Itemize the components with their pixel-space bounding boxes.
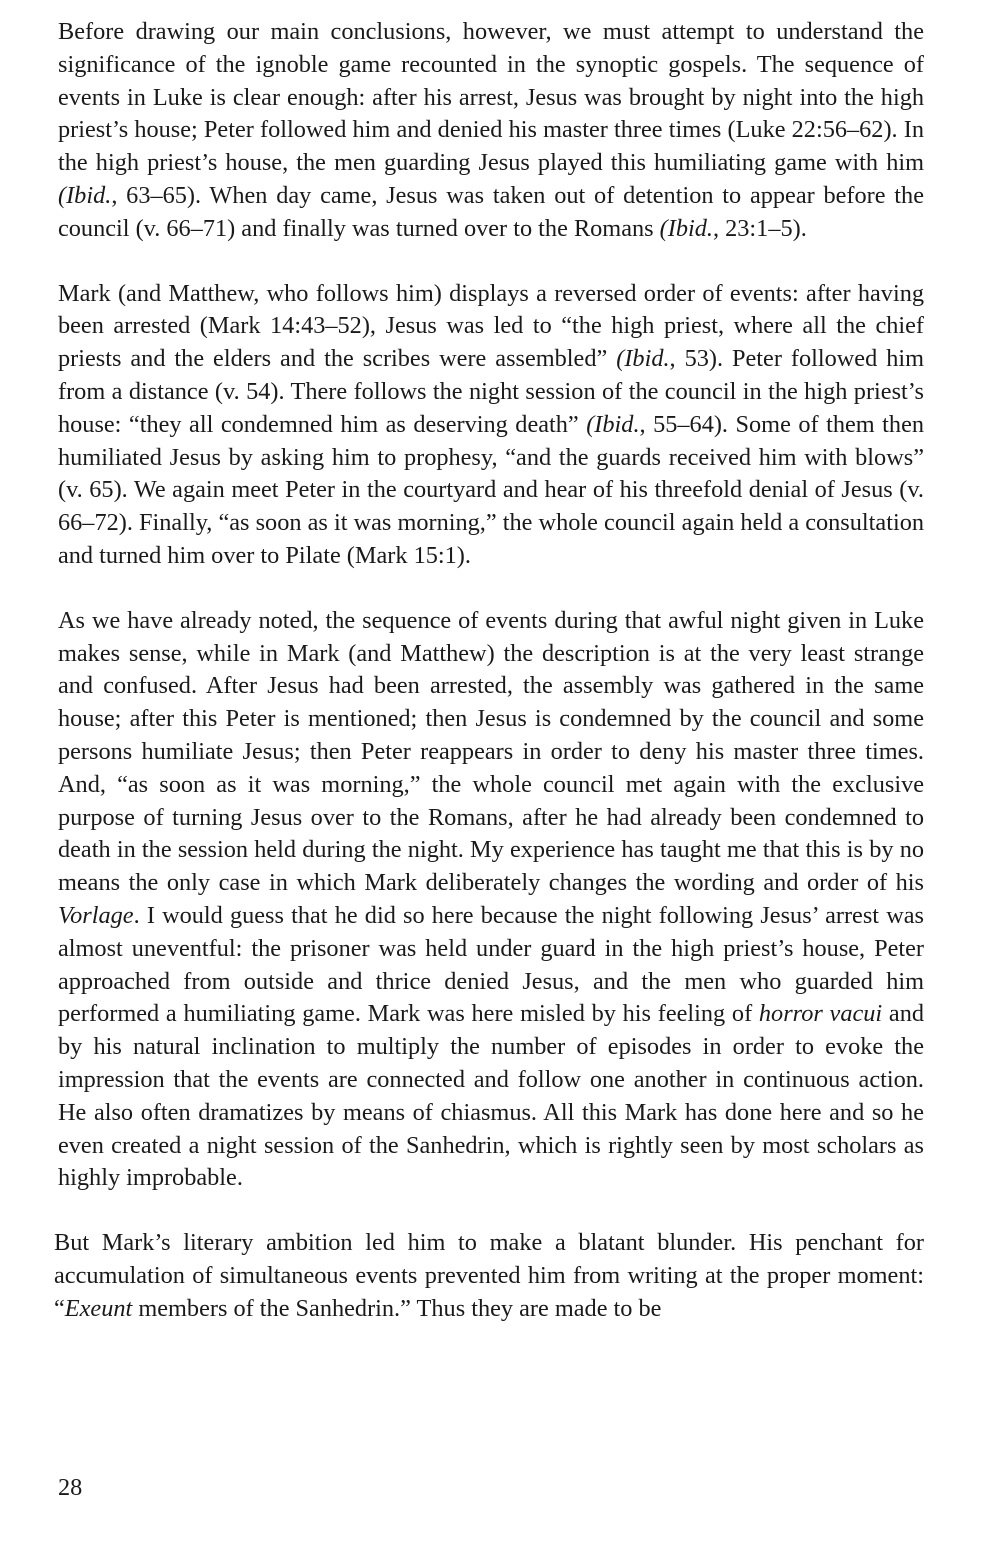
paragraph-4 [54,1227,924,1325]
paragraph-3-text: . I would guess that he did so here because the night following Jesus’ arrest was almost uneventful: the prisoner was held under guard in the high priest’s house, Peter approached from outside and thrice denied Jesus, and the men who guarded him performed a humiliating game. Mark was here misled by his feeling of [58,901,924,1028]
paragraph-4-exeunt: Exeunt [64,1294,133,1322]
paragraph-1-text: , 63–65). When day came, Jesus was taken out of detention to appear before the council (v. 66–71) and finally was turned over to the Romans [58,181,924,242]
paragraph-2-ibid-1: (Ibid. [616,345,670,373]
paragraph-3-text: As we have already noted, the sequence of events during that awful night given in Luke makes sense, while in Mark (and Matthew) the description is at the very least strange and confused. After Jesus had been arrested, the assembly was gathered in the same house; after this Peter is mentioned; then Jesus is condemned by the council and some persons humiliate Jesus; then Peter reappears in order to deny his master three times. And, “as soon as it was morning,” the whole council met again with the exclusive purpose of turning Jesus over to the Romans, after he had already been condemned to death in the session held during the night. My experience has taught me that this is by no means the only case in which Mark deliberately changes the wording and order of his [58,606,924,897]
paragraph-3-horror-vacui: horror vacui [758,1000,883,1028]
paragraph-1-text: , 23:1–5). [712,214,807,242]
page-number: 28 [58,1474,83,1501]
paragraph-2-ibid-2: (Ibid. [586,410,640,438]
paragraph-4-text: members of the Sanhedrin.” Thus they are made to be [132,1294,662,1322]
paragraph-1 [58,16,924,246]
paragraph-2-text: Mark (and Matthew, who follows him) displays a reversed order of events: after having been arrested (Mark 14:43–52), Jesus was led to “the high priest, where all the chief priests and the elders and the scribes were assembled” [58,279,924,373]
paragraph-1-ibid-1: (Ibid. [58,181,112,209]
paragraph-2-text: , 53). Peter followed him from a distance (v. 54). There follows the night session of the council in the high priest’s house: “they all condemned him as deserving death” [58,345,924,438]
paragraph-3 [58,605,924,1195]
paragraph-2 [58,278,924,573]
paragraph-3-text: and by his natural inclination to multiply the number of episodes in order to evoke the impression that the events are connected and follow one another in continuous action. He also often dramatizes by means of chiasmus. All this Mark has done here and so he even created a night session of the Sanhedrin, which is rightly seen by most scholars as highly improbable. [58,1000,924,1192]
page-body [54,16,924,1325]
paragraph-3-vorlage: Vorlage [58,901,134,929]
paragraph-1-ibid-2: (Ibid. [659,214,713,242]
paragraph-4-text: But Mark’s literary ambition led him to make a blatant blunder. His penchant for accumulation of simultaneous events prevented him from writing at the proper moment: “ [54,1229,924,1322]
paragraph-1-text: Before drawing our main conclusions, however, we must attempt to understand the significance of the ignoble game recounted in the synoptic gospels. The sequence of events in Luke is clear enough: after his arrest, Jesus was brought by night into the high priest’s house; Peter followed him and denied his master three times (Luke 22:56–62). In the high priest’s house, the men guarding Jesus played this humiliating game with him [58,18,924,177]
paragraph-2-text: , 55–64). Some of them then humiliated Jesus by asking him to prophesy, “and the guards received him with blows” (v. 65). We again meet Peter in the courtyard and hear of his threefold denial of Jesus (v. 66–72). Finally, “as soon as it was morning,” the whole council again held a consultation and turned him over to Pilate (Mark 15:1). [58,410,924,569]
